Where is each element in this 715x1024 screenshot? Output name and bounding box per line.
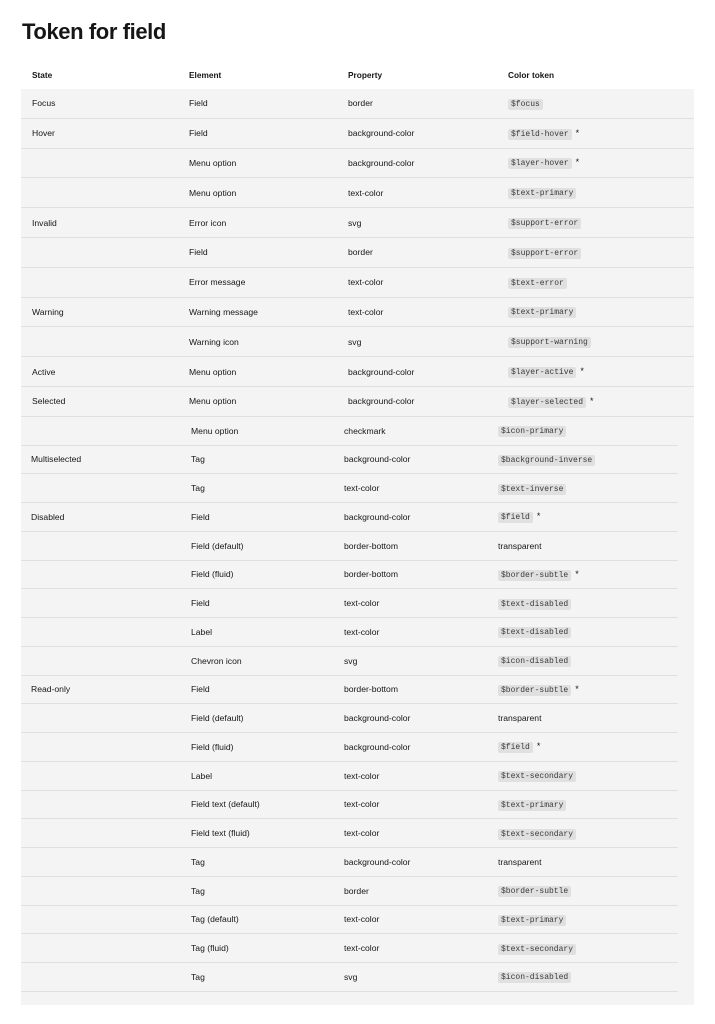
color-token-cell [489, 598, 678, 609]
table-row [21, 268, 694, 298]
property-cell: background-color [348, 366, 415, 377]
color-token-cell [489, 569, 678, 580]
element-cell: Field [191, 511, 210, 522]
color-token-cell [489, 741, 678, 752]
color-token: $support-warning [508, 337, 591, 348]
property-cell: border-bottom [344, 540, 398, 551]
property-cell: border [348, 98, 373, 109]
color-token-cell [489, 483, 678, 494]
element-cell: Tag [191, 885, 205, 896]
property-cell: background-color [348, 128, 415, 139]
table-body [21, 89, 694, 1005]
color-token-cell [489, 885, 678, 896]
element-cell: Menu option [189, 187, 237, 198]
color-token-cell [489, 971, 678, 982]
element-cell: Field [189, 98, 208, 109]
table-row [21, 119, 694, 149]
color-token: $text-primary [498, 800, 566, 811]
element-cell: Tag [191, 971, 205, 982]
table-row [21, 589, 678, 618]
element-cell: Menu option [189, 366, 237, 377]
element-cell: Warning message [189, 306, 258, 317]
state-cell: Multiselected [31, 454, 82, 465]
color-token: $border-subtle [498, 886, 571, 897]
property-cell: border [348, 247, 373, 258]
table-row [21, 89, 694, 119]
color-token-cell [489, 511, 678, 522]
footnote-marker: * [590, 395, 594, 406]
table-row [21, 532, 678, 561]
table-row [21, 934, 678, 963]
property-cell: text-color [344, 770, 380, 781]
footnote-marker: * [575, 568, 579, 579]
table-row [21, 877, 678, 906]
color-token-cell [497, 187, 694, 198]
color-token-cell [497, 247, 694, 258]
token-table [21, 60, 694, 1005]
element-cell: Tag (fluid) [191, 943, 229, 954]
element-cell: Label [191, 626, 213, 637]
table-row [21, 819, 678, 848]
color-token: $support-error [508, 248, 581, 259]
color-token-cell [497, 336, 694, 347]
color-token-cell [489, 914, 678, 925]
table-header [21, 60, 694, 89]
state-cell: Invalid [32, 217, 57, 228]
color-token: $text-secondary [498, 771, 576, 782]
state-cell: Focus [32, 98, 56, 109]
color-token-cell [497, 366, 694, 377]
header-color-token: Color token [508, 69, 555, 80]
table-row [21, 149, 694, 179]
color-token-cell [497, 128, 694, 139]
element-cell: Field [191, 598, 210, 609]
property-cell: svg [344, 655, 358, 666]
table-row [21, 503, 678, 532]
property-cell: border-bottom [344, 569, 398, 580]
property-cell: text-color [344, 799, 380, 810]
color-token-cell [497, 277, 694, 288]
table-row [21, 963, 678, 992]
color-token-cell [497, 217, 694, 228]
element-cell: Field [189, 128, 208, 139]
color-value: transparent [498, 540, 542, 551]
table-row [21, 474, 678, 503]
table-row [21, 676, 678, 705]
color-token: $text-disabled [498, 627, 571, 638]
table-row [21, 848, 678, 877]
color-token: $text-error [508, 278, 567, 289]
color-token-cell [489, 828, 678, 839]
property-cell: border [344, 885, 369, 896]
property-cell: svg [348, 217, 362, 228]
element-cell: Field [191, 684, 210, 695]
element-cell: Label [191, 770, 213, 781]
color-token: $text-primary [508, 188, 576, 199]
table-row [21, 561, 678, 590]
color-token-cell [489, 541, 678, 551]
footnote-marker: * [536, 741, 541, 752]
color-token: $border-subtle [498, 570, 571, 581]
header-element: Element [189, 69, 222, 80]
property-cell: text-color [348, 187, 384, 198]
property-cell: background-color [344, 713, 411, 724]
state-cell: Active [32, 366, 56, 377]
table-row [21, 704, 678, 733]
property-cell: text-color [344, 483, 380, 494]
property-cell: svg [348, 336, 362, 347]
footnote-marker: * [575, 157, 580, 168]
color-token-cell [489, 425, 678, 436]
property-cell: checkmark [344, 425, 386, 436]
element-cell: Menu option [189, 157, 237, 168]
color-token-cell [489, 770, 678, 781]
state-cell: Read-only [31, 684, 71, 695]
element-cell: Error icon [189, 217, 227, 228]
element-cell: Tag (default) [191, 914, 239, 925]
color-token: $text-secondary [498, 944, 576, 955]
state-cell: Selected [32, 396, 66, 407]
property-cell: svg [344, 971, 358, 982]
table-row [21, 357, 694, 387]
color-token-cell [489, 943, 678, 954]
property-cell: background-color [348, 157, 415, 168]
table-row [21, 208, 694, 238]
property-cell: text-color [344, 828, 380, 839]
element-cell: Tag [191, 483, 205, 494]
color-token-cell [489, 799, 678, 810]
property-cell: text-color [348, 306, 384, 317]
color-token-cell [497, 98, 694, 109]
color-token: $icon-disabled [498, 972, 571, 983]
element-cell: Field (fluid) [191, 569, 234, 580]
table-row [21, 387, 694, 417]
footnote-marker: * [536, 511, 541, 522]
table-row [21, 417, 678, 446]
color-token: $layer-selected [508, 397, 586, 408]
color-token-cell [489, 713, 678, 723]
color-token-cell [489, 684, 678, 695]
element-cell: Error message [189, 277, 246, 288]
footnote-marker: * [575, 683, 579, 694]
color-token: $focus [508, 99, 543, 110]
property-cell: border-bottom [344, 684, 398, 695]
color-token: $field [498, 512, 533, 523]
element-cell: Field (default) [191, 713, 244, 724]
property-cell: background-color [344, 511, 411, 522]
color-token: $field-hover [508, 129, 572, 140]
color-token-cell [489, 626, 678, 637]
table-row [21, 733, 678, 762]
color-token: $support-error [508, 218, 581, 229]
color-token: $icon-disabled [498, 656, 571, 667]
color-token-cell [489, 655, 678, 666]
element-cell: Field text (fluid) [191, 828, 250, 839]
color-value: transparent [498, 713, 542, 724]
element-cell: Field (default) [191, 540, 244, 551]
state-cell: Warning [32, 306, 64, 317]
element-cell: Menu option [191, 425, 239, 436]
element-cell: Field (fluid) [191, 741, 234, 752]
color-value: transparent [498, 856, 542, 867]
page-title: Token for field [22, 19, 166, 44]
table-row [21, 178, 694, 208]
color-token-cell [489, 857, 678, 867]
color-token-cell [497, 157, 694, 168]
element-cell: Chevron icon [191, 655, 242, 666]
element-cell: Tag [191, 856, 205, 867]
color-token-cell [489, 454, 678, 465]
property-cell: background-color [344, 741, 411, 752]
element-cell: Tag [191, 454, 205, 465]
property-cell: text-color [344, 943, 380, 954]
color-token: $text-secondary [498, 829, 576, 840]
table-row [21, 446, 678, 475]
header-property: Property [348, 69, 383, 80]
property-cell: text-color [348, 277, 384, 288]
property-cell: background-color [348, 396, 415, 407]
color-token: $layer-active [508, 367, 576, 378]
table-row [21, 238, 694, 268]
element-cell: Field [189, 247, 208, 258]
table-row [21, 647, 678, 676]
table-row [21, 327, 694, 357]
element-cell: Warning icon [189, 336, 239, 347]
property-cell: text-color [344, 626, 380, 637]
property-cell: background-color [344, 856, 411, 867]
footnote-marker: * [580, 366, 584, 377]
color-token: $border-subtle [498, 685, 571, 696]
color-token: $text-primary [498, 915, 566, 926]
color-token: $text-inverse [498, 484, 566, 495]
table-row [21, 762, 678, 791]
color-token-cell [497, 306, 694, 317]
color-token: $field [498, 742, 533, 753]
color-token: $text-disabled [498, 599, 571, 610]
color-token-cell [497, 396, 694, 407]
footnote-marker: * [575, 127, 580, 138]
table-row [21, 791, 678, 820]
table-row [21, 906, 678, 935]
property-cell: text-color [344, 598, 380, 609]
state-cell: Hover [32, 128, 55, 139]
table-row [21, 618, 678, 647]
header-state: State [32, 69, 53, 80]
color-token: $icon-primary [498, 426, 566, 437]
property-cell: background-color [344, 454, 411, 465]
element-cell: Field text (default) [191, 799, 260, 810]
color-token: $background-inverse [498, 455, 595, 466]
color-token: $text-primary [508, 307, 576, 318]
table-row [21, 298, 694, 328]
element-cell: Menu option [189, 396, 237, 407]
color-token: $layer-hover [508, 158, 572, 169]
property-cell: text-color [344, 914, 380, 925]
state-cell: Disabled [31, 511, 65, 522]
